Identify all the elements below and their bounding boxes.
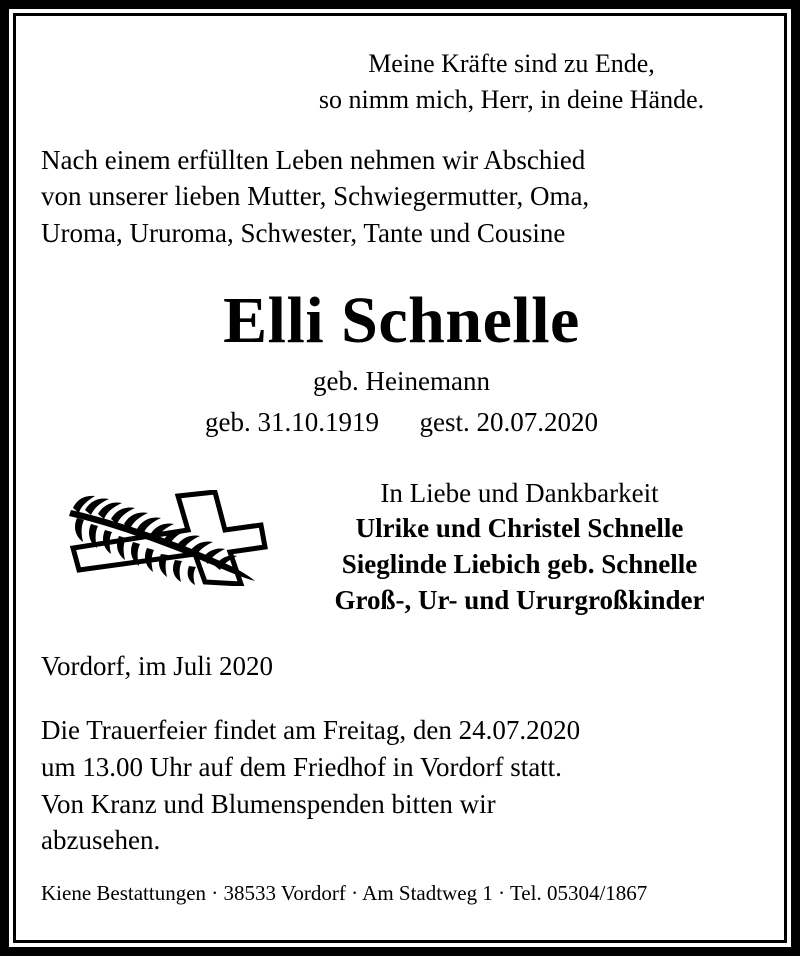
place-and-date-line: Vordorf, im Juli 2020 bbox=[41, 651, 274, 682]
ceremony-line-2: um 13.00 Uhr auf dem Friedhof in Vordorf statt. bbox=[41, 752, 562, 783]
intro-line-3: Uroma, Ururoma, Schwester, Tante und Cousine bbox=[41, 218, 566, 249]
deceased-name: Elli Schnelle bbox=[223, 283, 580, 357]
intro-paragraph bbox=[41, 142, 762, 252]
deceased-maiden-name: geb. Heinemann bbox=[313, 366, 490, 397]
mourner-line-1: Ulrike und Christel Schnelle bbox=[355, 513, 684, 544]
mourners-block bbox=[285, 476, 762, 619]
funeral-home-footer: Kiene Bestattungen · 38533 Vordorf · Am Stadtweg 1 · Tel. 05304/1867 bbox=[41, 880, 648, 905]
frame-outer-gap bbox=[9, 9, 791, 947]
intro-line-2: von unserer lieben Mutter, Schwiegermutter, Oma, bbox=[41, 181, 590, 212]
ceremony-line-1: Die Trauerfeier findet am Freitag, den 24.07.2020 bbox=[41, 715, 581, 746]
notice-content bbox=[16, 16, 784, 940]
ceremony-line-4: abzusehen. bbox=[41, 825, 161, 856]
frame-inner-rule bbox=[13, 13, 787, 943]
ceremony-line-3: Von Kranz und Blumenspenden bitten wir bbox=[41, 788, 496, 819]
verse-line-2: so nimm mich, Herr, in deine Hände. bbox=[318, 84, 705, 114]
deceased-block bbox=[41, 283, 762, 440]
mourner-line-3: Groß-, Ur- und Ururgroßkinder bbox=[334, 585, 705, 616]
cross-with-palm-frond-icon bbox=[41, 476, 285, 586]
intro-line-1: Nach einem erfüllten Leben nehmen wir Abschied bbox=[41, 144, 586, 175]
deceased-life-dates: geb. 31.10.1919 gest. 20.07.2020 bbox=[205, 407, 598, 438]
mourners-lead-line: In Liebe und Dankbarkeit bbox=[380, 478, 659, 509]
mourner-line-2: Sieglinde Liebich geb. Schnelle bbox=[341, 549, 698, 580]
emblem-mourners-row bbox=[41, 476, 762, 619]
ceremony-paragraph bbox=[41, 712, 762, 859]
verse-block bbox=[41, 16, 762, 118]
verse-line-1: Meine Kräfte sind zu Ende, bbox=[368, 49, 655, 78]
